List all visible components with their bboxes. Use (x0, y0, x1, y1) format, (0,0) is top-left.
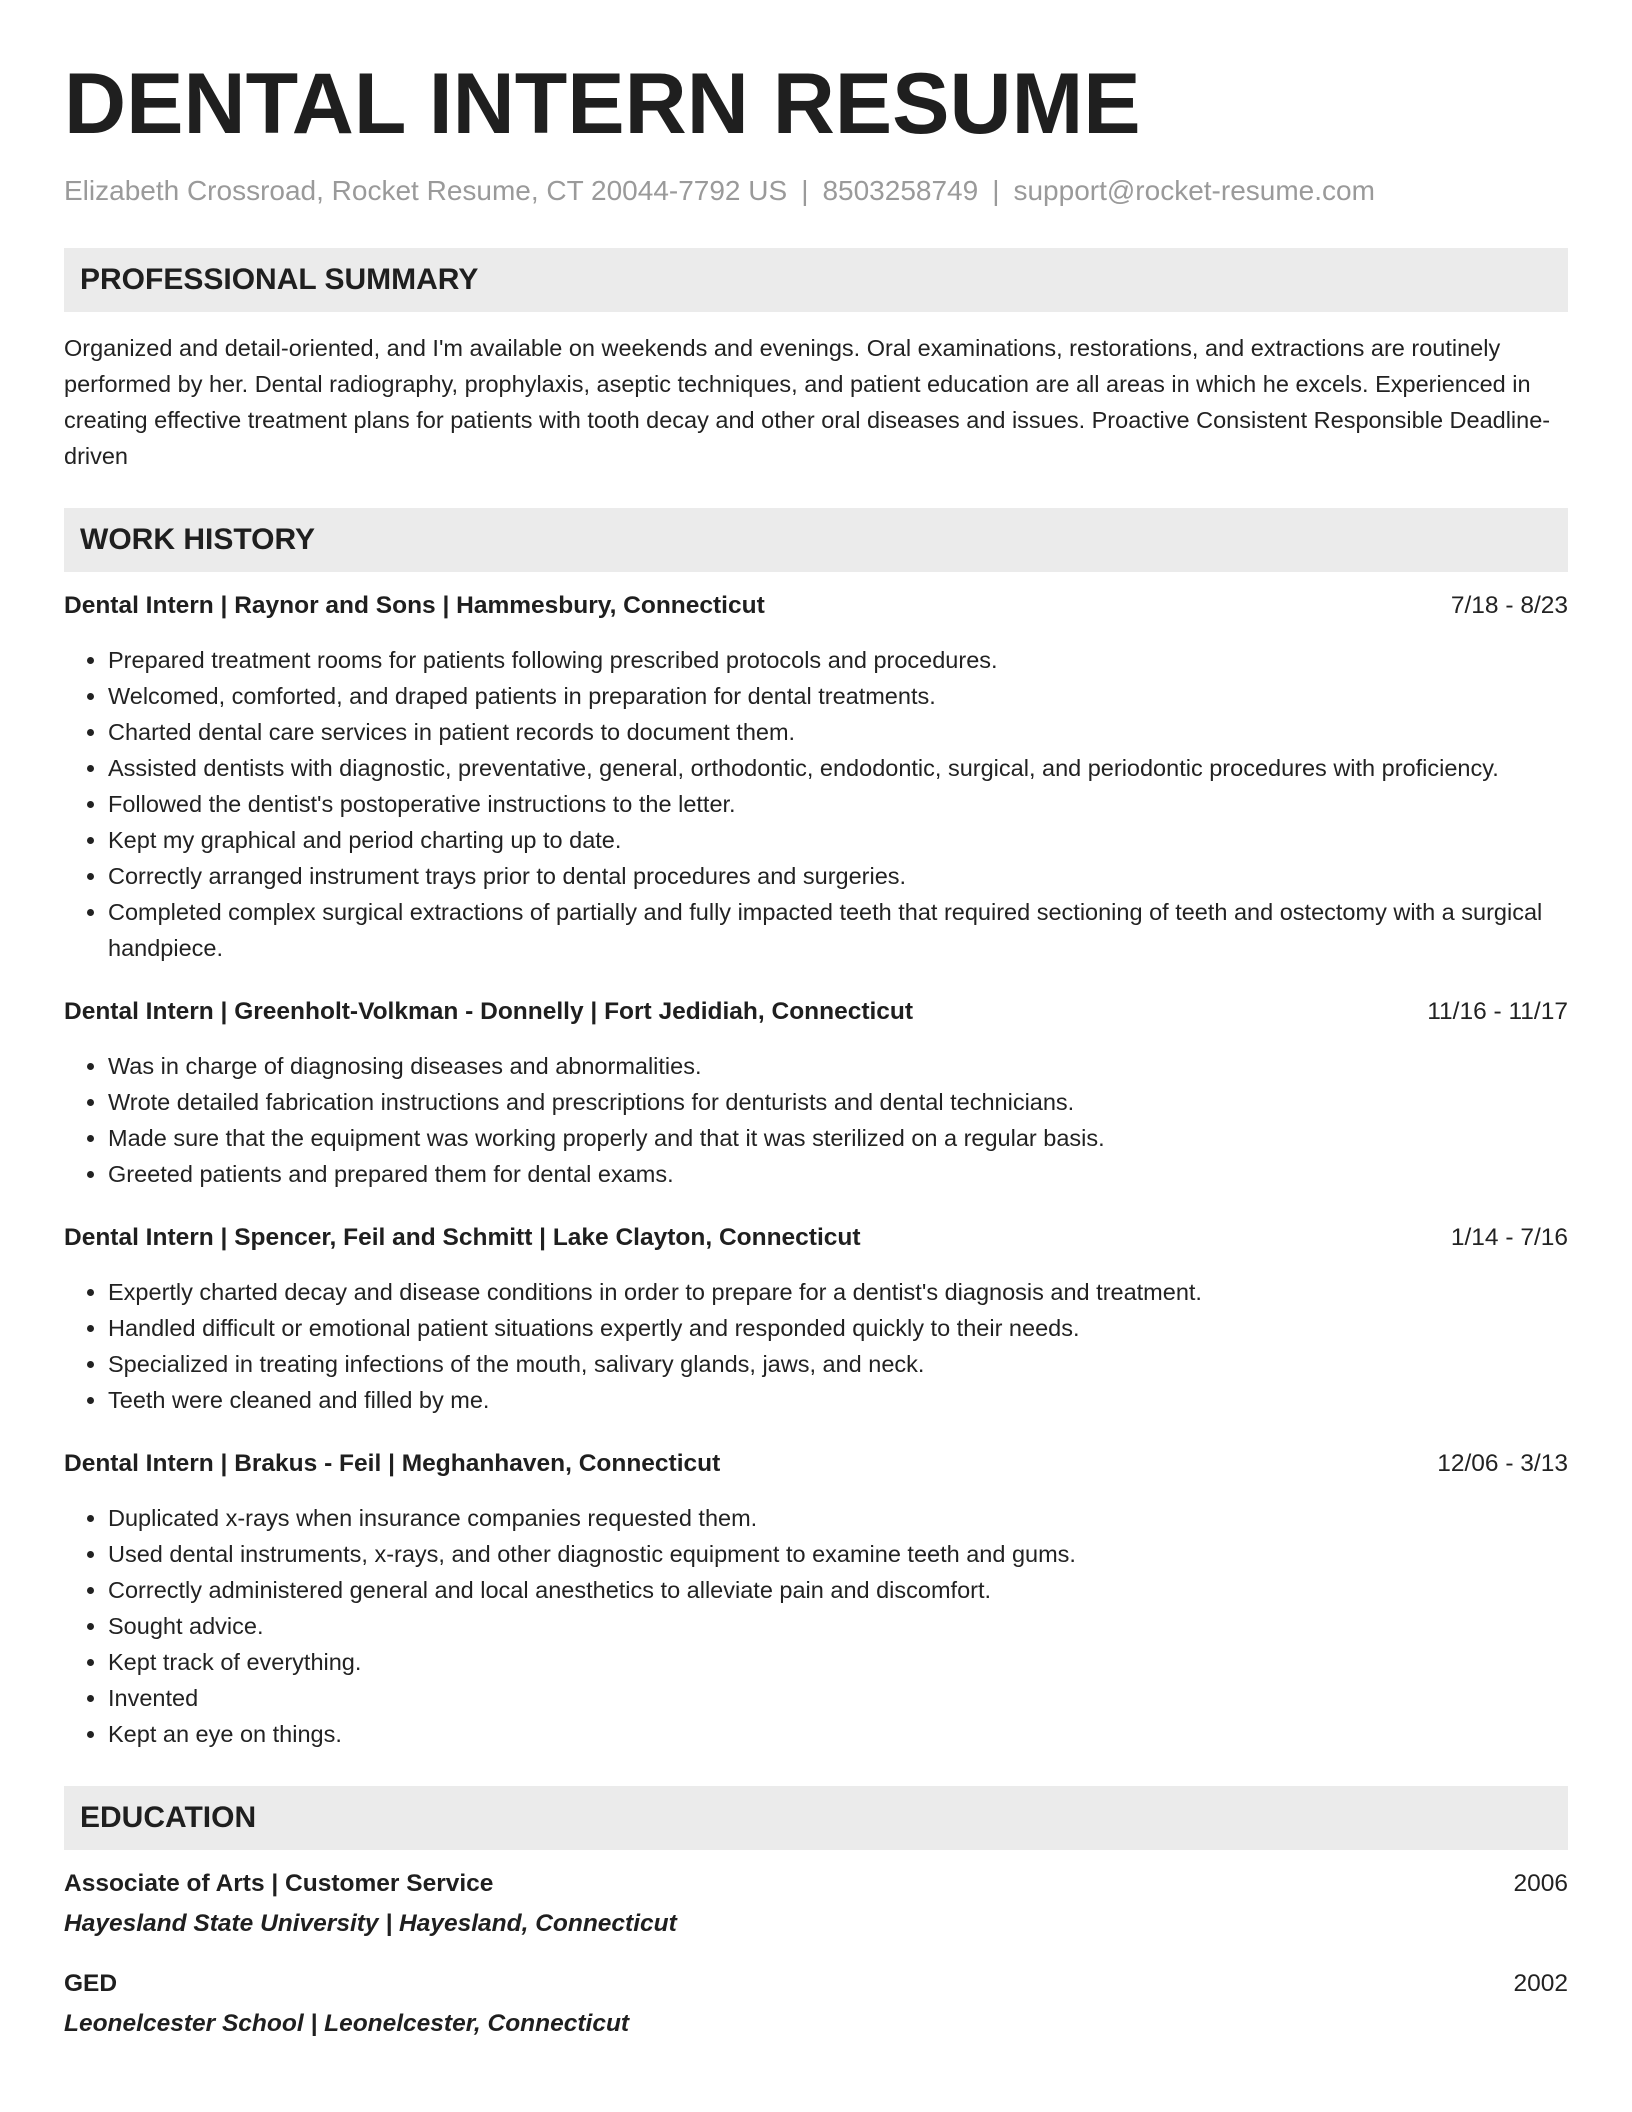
job-entry (64, 996, 1568, 1192)
job-bullets (64, 1274, 1568, 1418)
contact-separator: | (992, 175, 1000, 206)
job-header (64, 1448, 1568, 1480)
job-entry (64, 1222, 1568, 1418)
education-entry (64, 1868, 1568, 1940)
job-title: Dental Intern | Greenholt-Volkman - Donnelly | Fort Jedidiah, Connecticut (64, 998, 914, 1025)
job-dates: 11/16 - 11/17 (1427, 998, 1568, 1025)
contact-address: Elizabeth Crossroad, Rocket Resume, CT 20044-7792 US (64, 175, 788, 206)
job-bullet: • Kept my graphical and period charting up to date. (108, 822, 1568, 858)
job-bullet: • Kept an eye on things. (108, 1716, 1568, 1752)
education-section-header: EDUCATION (64, 1786, 1568, 1850)
education-header (64, 1968, 1568, 2000)
job-bullet: • Prepared treatment rooms for patients following prescribed protocols and procedures. (108, 642, 1568, 678)
job-entry (64, 1448, 1568, 1752)
job-bullet: • Followed the dentist's postoperative instructions to the letter. (108, 786, 1568, 822)
job-bullet: • Sought advice. (108, 1608, 1568, 1644)
work-section-header: WORK HISTORY (64, 508, 1568, 572)
contact-email: support@rocket-resume.com (1013, 175, 1375, 206)
education-school: Hayesland State University | Hayesland, Connecticut (64, 1910, 677, 1937)
job-bullet: • Correctly arranged instrument trays prior to dental procedures and surgeries. (108, 858, 1568, 894)
job-bullet: • Specialized in treating infections of the mouth, salivary glands, jaws, and neck. (108, 1346, 1568, 1382)
job-header (64, 590, 1568, 622)
job-bullet: • Kept track of everything. (108, 1644, 1568, 1680)
contact-phone: 8503258749 (822, 175, 979, 206)
job-bullet: • Handled difficult or emotional patient situations expertly and responded quickly to their needs. (108, 1310, 1568, 1346)
job-bullet: • Greeted patients and prepared them for dental exams. (108, 1156, 1568, 1192)
job-title: Dental Intern | Raynor and Sons | Hammesbury, Connecticut (64, 592, 765, 619)
job-bullet: • Charted dental care services in patient records to document them. (108, 714, 1568, 750)
job-entry (64, 590, 1568, 966)
job-bullets (64, 642, 1568, 966)
job-bullet: • Expertly charted decay and disease conditions in order to prepare for a dentist's diagnosis and treatment. (108, 1274, 1568, 1310)
job-bullets (64, 1048, 1568, 1192)
job-bullet: • Invented (108, 1680, 1568, 1716)
job-bullet: • Welcomed, comforted, and draped patients in preparation for dental treatments. (108, 678, 1568, 714)
contact-line (64, 174, 1568, 208)
education-school: Leonelcester School | Leonelcester, Connecticut (64, 2010, 630, 2037)
education-degree: Associate of Arts | Customer Service (64, 1870, 494, 1897)
summary-text: Organized and detail-oriented, and I'm available on weekends and evenings. Oral examinations, restorations, and extractions are routinely performed by her. Dental radiography, prophylaxis, aseptic techniques, and patient education are all areas in which he excels. Experienced in creating effective treatment plans for patients with tooth decay and other oral diseases and issues. Proactive Consistent Responsible Deadline-driven (64, 335, 1551, 469)
job-dates: 12/06 - 3/13 (1437, 1450, 1568, 1477)
job-title: Dental Intern | Brakus - Feil | Meghanhaven, Connecticut (64, 1450, 721, 1477)
job-bullet: • Duplicated x-rays when insurance companies requested them. (108, 1500, 1568, 1536)
summary-section-header: PROFESSIONAL SUMMARY (64, 248, 1568, 312)
job-bullet: • Wrote detailed fabrication instructions and prescriptions for denturists and dental technicians. (108, 1084, 1568, 1120)
contact-separator: | (801, 175, 809, 206)
job-bullets (64, 1500, 1568, 1752)
job-title: Dental Intern | Spencer, Feil and Schmitt | Lake Clayton, Connecticut (64, 1224, 861, 1251)
job-bullet: • Teeth were cleaned and filled by me. (108, 1382, 1568, 1418)
job-bullet: • Made sure that the equipment was working properly and that it was sterilized on a regular basis. (108, 1120, 1568, 1156)
job-bullet: • Assisted dentists with diagnostic, preventative, general, orthodontic, endodontic, surgical, and periodontic procedures with proficiency. (108, 750, 1568, 786)
education-entry (64, 1968, 1568, 2040)
resume-title: DENTAL INTERN RESUME (64, 56, 1141, 152)
job-bullet: • Used dental instruments, x-rays, and other diagnostic equipment to examine teeth and gums. (108, 1536, 1568, 1572)
education-year: 2006 (1513, 1870, 1568, 1897)
education-header (64, 1868, 1568, 1900)
job-dates: 7/18 - 8/23 (1450, 592, 1568, 619)
job-bullet: • Was in charge of diagnosing diseases and abnormalities. (108, 1048, 1568, 1084)
education-degree: GED (64, 1970, 118, 1997)
job-header (64, 996, 1568, 1028)
job-bullet: • Correctly administered general and local anesthetics to alleviate pain and discomfort. (108, 1572, 1568, 1608)
job-header (64, 1222, 1568, 1254)
education-year: 2002 (1513, 1970, 1568, 1997)
job-bullet: • Completed complex surgical extractions of partially and fully impacted teeth that required sectioning of teeth and ostectomy with a surgical handpiece. (108, 894, 1568, 966)
job-dates: 1/14 - 7/16 (1450, 1224, 1568, 1251)
